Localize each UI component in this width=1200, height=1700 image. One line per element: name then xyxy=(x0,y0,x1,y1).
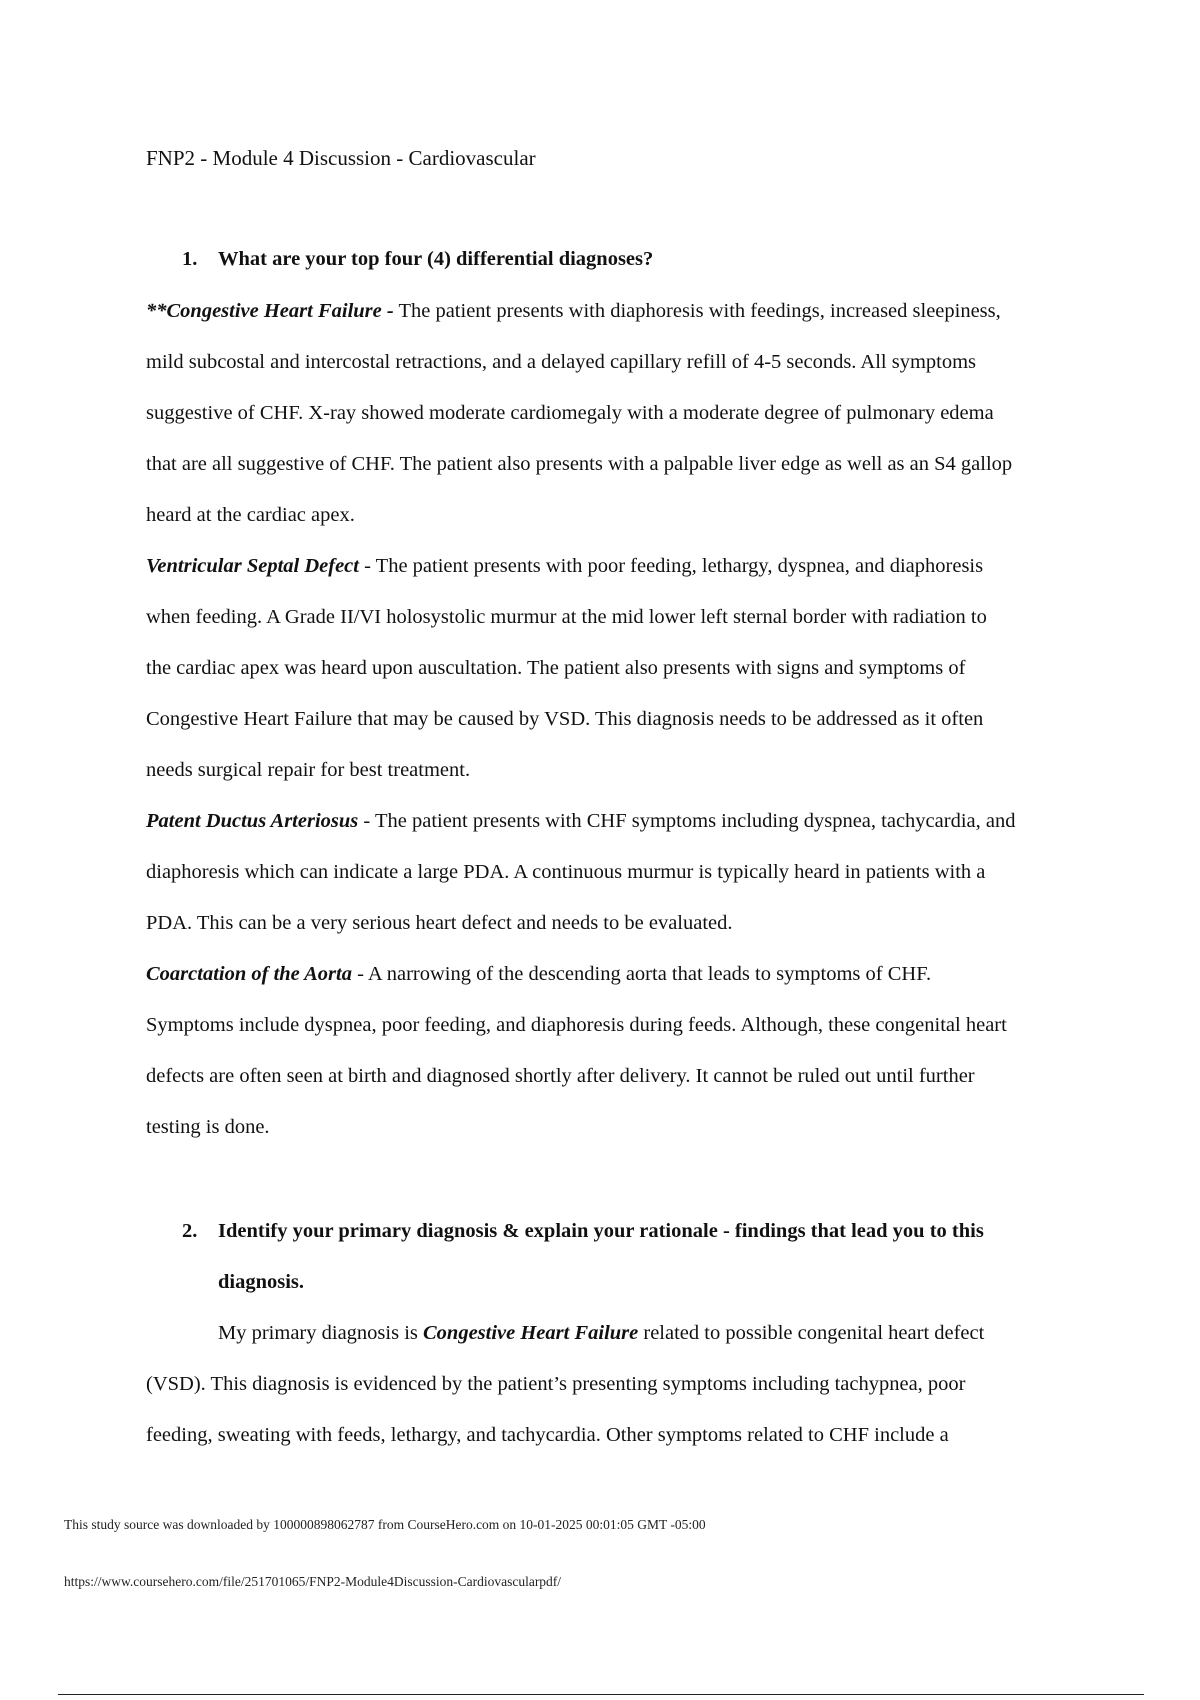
coa-line-3: defects are often seen at birth and diagnosed shortly after delivery. It cannot be ruled out until further xyxy=(146,1065,975,1087)
chf-line-3: suggestive of CHF. X-ray showed moderate cardiomegaly with a moderate degree of pulmonary edema xyxy=(146,402,994,424)
bottom-divider xyxy=(58,1694,1144,1695)
question-2-heading xyxy=(182,1220,984,1243)
q2-para-rest: related to possible congenital heart defect xyxy=(638,1322,985,1344)
vsd-text: - The patient presents with poor feeding, lethargy, dyspnea, and diaphoresis xyxy=(358,555,984,577)
pda-line-2: diaphoresis which can indicate a large PDA. A continuous murmur is typically heard in patients with a xyxy=(146,861,986,883)
question-1-heading xyxy=(182,248,653,271)
chf-line-4: that are all suggestive of CHF. The patient also presents with a palpable liver edge as well as an S4 gallop xyxy=(146,453,1013,475)
q2-para-start: My primary diagnosis is xyxy=(218,1322,423,1344)
vsd-line-4: Congestive Heart Failure that may be caused by VSD. This diagnosis needs to be addressed as it often xyxy=(146,708,984,730)
chf-line-2: mild subcostal and intercostal retractions, and a delayed capillary refill of 4-5 seconds. All symptoms xyxy=(146,351,977,373)
question-1-number: 1. xyxy=(182,248,198,270)
vsd-term: Ventricular Septal Defect xyxy=(146,555,359,577)
footer-url[interactable]: https://www.coursehero.com/file/251701065/FNP2-Module4Discussion-Cardiovascularpdf/ xyxy=(64,1574,562,1589)
pda-line-3: PDA. This can be a very serious heart defect and needs to be evaluated. xyxy=(146,912,733,934)
pda-text: - The patient presents with CHF symptoms including dyspnea, tachycardia, and xyxy=(358,810,1016,832)
q2-paragraph-line-2: (VSD). This diagnosis is evidenced by the patient’s presenting symptoms including tachypnea, poor xyxy=(146,1373,966,1395)
coa-line-1 xyxy=(146,963,931,986)
chf-term: **Congestive Heart Failure - xyxy=(146,300,394,322)
chf-line-1 xyxy=(146,300,1001,323)
vsd-line-1 xyxy=(146,555,983,578)
question-2-text: Identify your primary diagnosis & explain your rationale - findings that lead you to this xyxy=(218,1220,984,1242)
vsd-line-2: when feeding. A Grade II/VI holosystolic murmur at the mid lower left sternal border with radiation to xyxy=(146,606,987,628)
chf-text: The patient presents with diaphoresis with feedings, increased sleepiness, xyxy=(393,300,1001,322)
q2-paragraph-line-1 xyxy=(218,1322,984,1345)
q2-para-term: Congestive Heart Failure xyxy=(423,1322,639,1344)
coa-line-2: Symptoms include dyspnea, poor feeding, and diaphoresis during feeds. Although, these congenital heart xyxy=(146,1014,1007,1036)
question-2-number: 2. xyxy=(182,1220,198,1242)
q2-paragraph-line-3: feeding, sweating with feeds, lethargy, and tachycardia. Other symptoms related to CHF include a xyxy=(146,1424,949,1446)
pda-term: Patent Ductus Arteriosus xyxy=(146,810,359,832)
footer-source-note: This study source was downloaded by 100000898062787 from CourseHero.com on 10-01-2025 00:01:05 GMT -05:00 xyxy=(64,1517,706,1532)
coa-term: Coarctation of the Aorta xyxy=(146,963,352,985)
vsd-line-5: needs surgical repair for best treatment. xyxy=(146,759,471,781)
vsd-line-3: the cardiac apex was heard upon auscultation. The patient also presents with signs and symptoms of xyxy=(146,657,966,679)
chf-line-5: heard at the cardiac apex. xyxy=(146,504,355,526)
question-1-text: What are your top four (4) differential diagnoses? xyxy=(218,248,654,270)
question-2-heading-continued: diagnosis. xyxy=(218,1271,305,1293)
document-title: FNP2 - Module 4 Discussion - Cardiovascular xyxy=(146,146,536,170)
coa-text: - A narrowing of the descending aorta that leads to symptoms of CHF. xyxy=(351,963,932,985)
pda-line-1 xyxy=(146,810,1015,833)
coa-line-4: testing is done. xyxy=(146,1116,270,1138)
